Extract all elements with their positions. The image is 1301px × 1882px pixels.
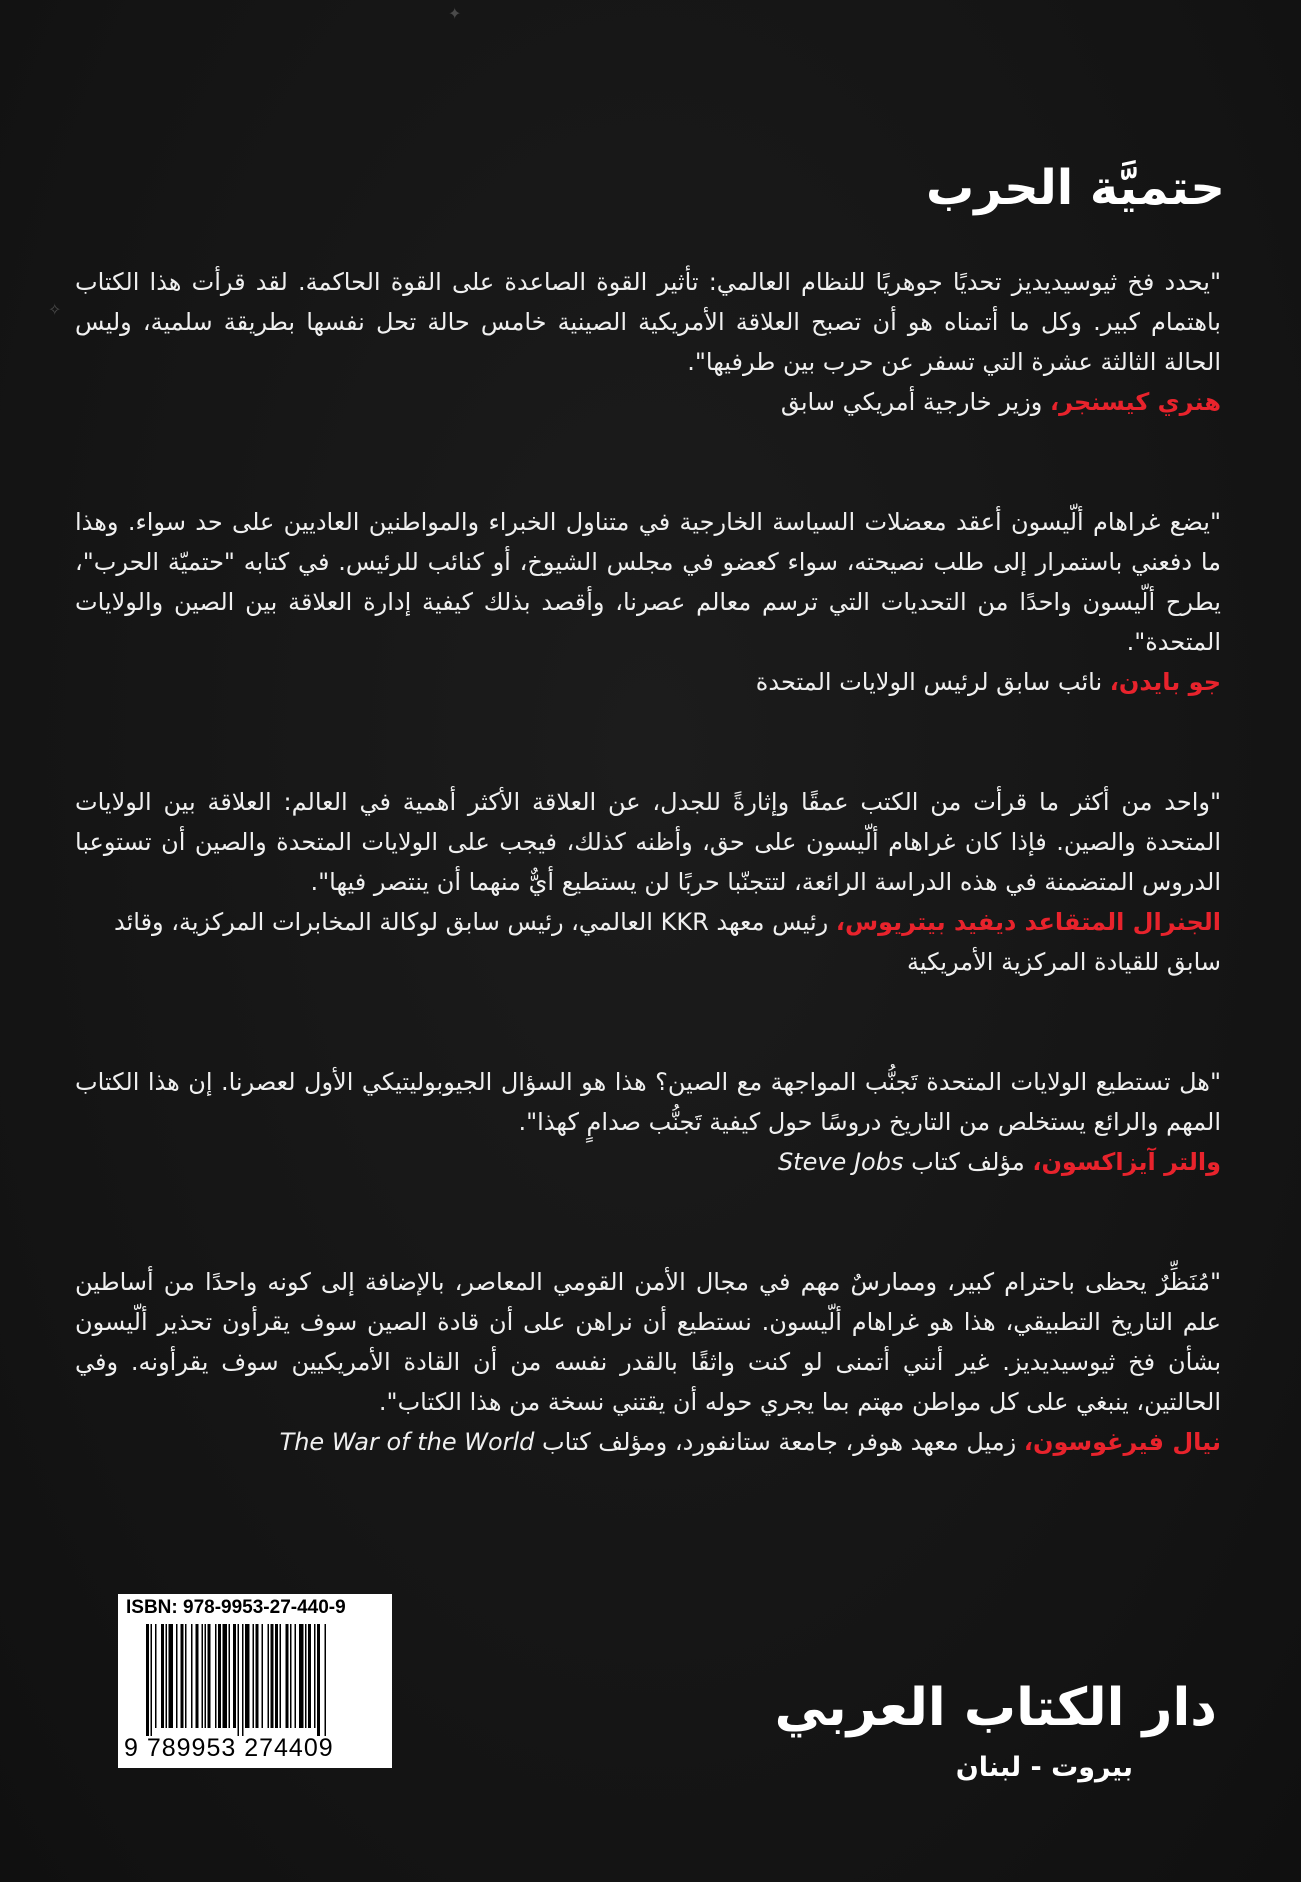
barcode-bar [262, 1624, 264, 1728]
barcode-bar [256, 1624, 259, 1728]
barcode-bar [176, 1624, 178, 1728]
barcode-bar [275, 1624, 278, 1728]
isbn-label: ISBN: 978-9953-27-440-9 [126, 1597, 346, 1618]
review-isaacson [75, 1062, 1221, 1182]
barcode-bar [191, 1624, 193, 1728]
barcode-bar [185, 1624, 187, 1728]
reviewer-name: جو بايدن، [1109, 668, 1221, 696]
barcode-bar [166, 1624, 168, 1728]
review-ferguson [75, 1262, 1221, 1462]
review-attribution [75, 902, 1221, 982]
review-quote: "يحدد فخ ثيوسيديديز تحديًا جوهريًا للنظام العالمي: تأثير القوة الصاعدة على القوة الحاكمة. لقد قرأت هذا الكتاب باهتمام كبير. وكل ما أتمناه هو أن تصبح العلاقة الأمريكية الصينية خامس حالة تحل نفسها بطريقة سلمية، وليس الحالة الثالثة عشرة التي تسفر عن حرب بين طرفيها". [75, 268, 1221, 376]
review-attribution [75, 662, 1221, 702]
review-attribution [75, 382, 1221, 422]
book-title-latin: The War of the World [279, 1428, 535, 1456]
barcode-bar [268, 1624, 270, 1728]
barcode-bar [305, 1624, 307, 1728]
book-title-latin: Steve Jobs [777, 1148, 904, 1176]
review-petraeus [75, 782, 1221, 982]
isbn-barcode [118, 1594, 392, 1768]
barcode-bar [314, 1624, 316, 1728]
barcode-bar [295, 1624, 297, 1728]
barcode-bar [317, 1624, 320, 1736]
reviewer-role: مؤلف كتاب [903, 1148, 1033, 1176]
barcode-bar [245, 1624, 250, 1728]
barcode-bar [229, 1624, 231, 1728]
publisher-city: بيروت - لبنان [955, 1752, 1133, 1783]
reviewer-role: رئيس معهد KKR العالمي، رئيس سابق لوكالة المخابرات المركزية، وقائد سابق للقيادة المركزية الأمريكية [113, 908, 1221, 976]
barcode-bar [169, 1624, 174, 1728]
barcode-bar [205, 1624, 207, 1728]
barcode-bar [218, 1624, 221, 1728]
reviewer-role: وزير خارجية أمريكي سابق [780, 388, 1050, 416]
barcode-bar [215, 1624, 217, 1728]
reviewer-name: نيال فيرغوسون، [1023, 1428, 1221, 1456]
barcode-bar [325, 1624, 327, 1736]
barcode-bar [196, 1624, 199, 1728]
review-attribution [75, 1422, 1221, 1462]
barcode-bar [286, 1624, 289, 1728]
barcode-bar [146, 1624, 149, 1736]
barcode-bar [242, 1624, 244, 1736]
reviewer-name: والتر آيزاكسون، [1032, 1148, 1221, 1176]
book-title: حتميَّة الحرب [926, 160, 1225, 216]
barcode-bar [202, 1624, 204, 1728]
barcode-bar [208, 1624, 211, 1728]
review-biden [75, 502, 1221, 702]
barcode-bar [299, 1624, 304, 1728]
barcode-bar [233, 1624, 236, 1728]
barcode-bar [151, 1624, 153, 1736]
review-quote: "يضع غراهام ألّيسون أعقد معضلات السياسة الخارجية في متناول الخبراء والمواطنين العاديين على حد سواء. وهذا ما دفعني باستمرار إلى طلب نصيحته، سواء كعضو في مجلس الشيوخ، أو كنائب للرئيس. في كتابه "حتميّة الحرب"، يطرح ألّيسون واحدًا من التحديات التي ترسم معالم عصرنا، وأقصد بذلك كيفية إدارة العلاقة بين الصين والولايات المتحدة". [75, 508, 1221, 656]
barcode-bar [253, 1624, 255, 1728]
review-quote: "مُنَظِّرٌ يحظى باحترام كبير، وممارسٌ مهم في مجال الأمن القومي المعاصر، بالإضافة إلى كونه واحدًا من أساطين علم التاريخ التطبيقي، هذا هو غراهام ألّيسون. نستطيع أن نراهن على أن قادة الصين سوف يقرأون تحذير ألّيسون بشأن فخ ثيوسيديديز. غير أنني أتمنى لو كنت واثقًا بالقدر نفسه من أن القادة الأمريكيين سوف يقرأونه. وفي الحالتين، ينبغي على كل مواطن مهتم بما يجري حوله أن يقتني نسخة من هذا الكتاب". [75, 1268, 1221, 1416]
barcode-bar [290, 1624, 292, 1728]
reviewer-role: نائب سابق لرئيس الولايات المتحدة [755, 668, 1110, 696]
barcode-bar [181, 1624, 184, 1728]
reviewer-name: هنري كيسنجر، [1049, 388, 1221, 416]
review-attribution [75, 1142, 1221, 1182]
reviewer-role: زميل معهد هوفر، جامعة ستانفورد، ومؤلف كتاب [534, 1428, 1024, 1456]
barcode-bar [238, 1624, 240, 1736]
barcode-bar [155, 1624, 157, 1728]
review-kissinger [75, 262, 1221, 422]
cover-scuff-mark: ✧ [48, 300, 62, 319]
review-quote: "هل تستطيع الولايات المتحدة تَجنُّب المواجهة مع الصين؟ هذا هو السؤال الجيوبوليتيكي الأول لعصرنا. إن هذا الكتاب المهم والرائع يستخلص من التاريخ دروسًا حول كيفية تَجنُّب صدامٍ كهذا". [75, 1068, 1221, 1136]
barcode-bar [271, 1624, 274, 1728]
barcode-bar [161, 1624, 164, 1728]
barcode-digits: 9 789953 274409 [124, 1734, 334, 1762]
barcode-bar [280, 1624, 282, 1728]
barcode-bar [223, 1624, 228, 1728]
barcode-bar [308, 1624, 311, 1728]
cover-scuff-mark: ✦ [448, 4, 462, 23]
review-quote: "واحد من أكثر ما قرأت من الكتب عمقًا وإثارةً للجدل، عن العلاقة الأكثر أهمية في العالم: العلاقة بين الولايات المتحدة والصين. فإذا كان غراهام ألّيسون على حق، وأظنه كذلك، فيجب على الولايات المتحدة والصين أن تستوعبا الدروس المتضمنة في هذه الدراسة الرائعة، لتتجنّبا حربًا لن يستطيع أيٌّ منهما أن ينتصر فيها". [75, 788, 1221, 896]
reviewer-name: الجنرال المتقاعد ديفيد بيتريوس، [835, 908, 1221, 936]
publisher-logo: دار الكتاب العربي [774, 1678, 1217, 1738]
barcode-bars [146, 1624, 378, 1736]
